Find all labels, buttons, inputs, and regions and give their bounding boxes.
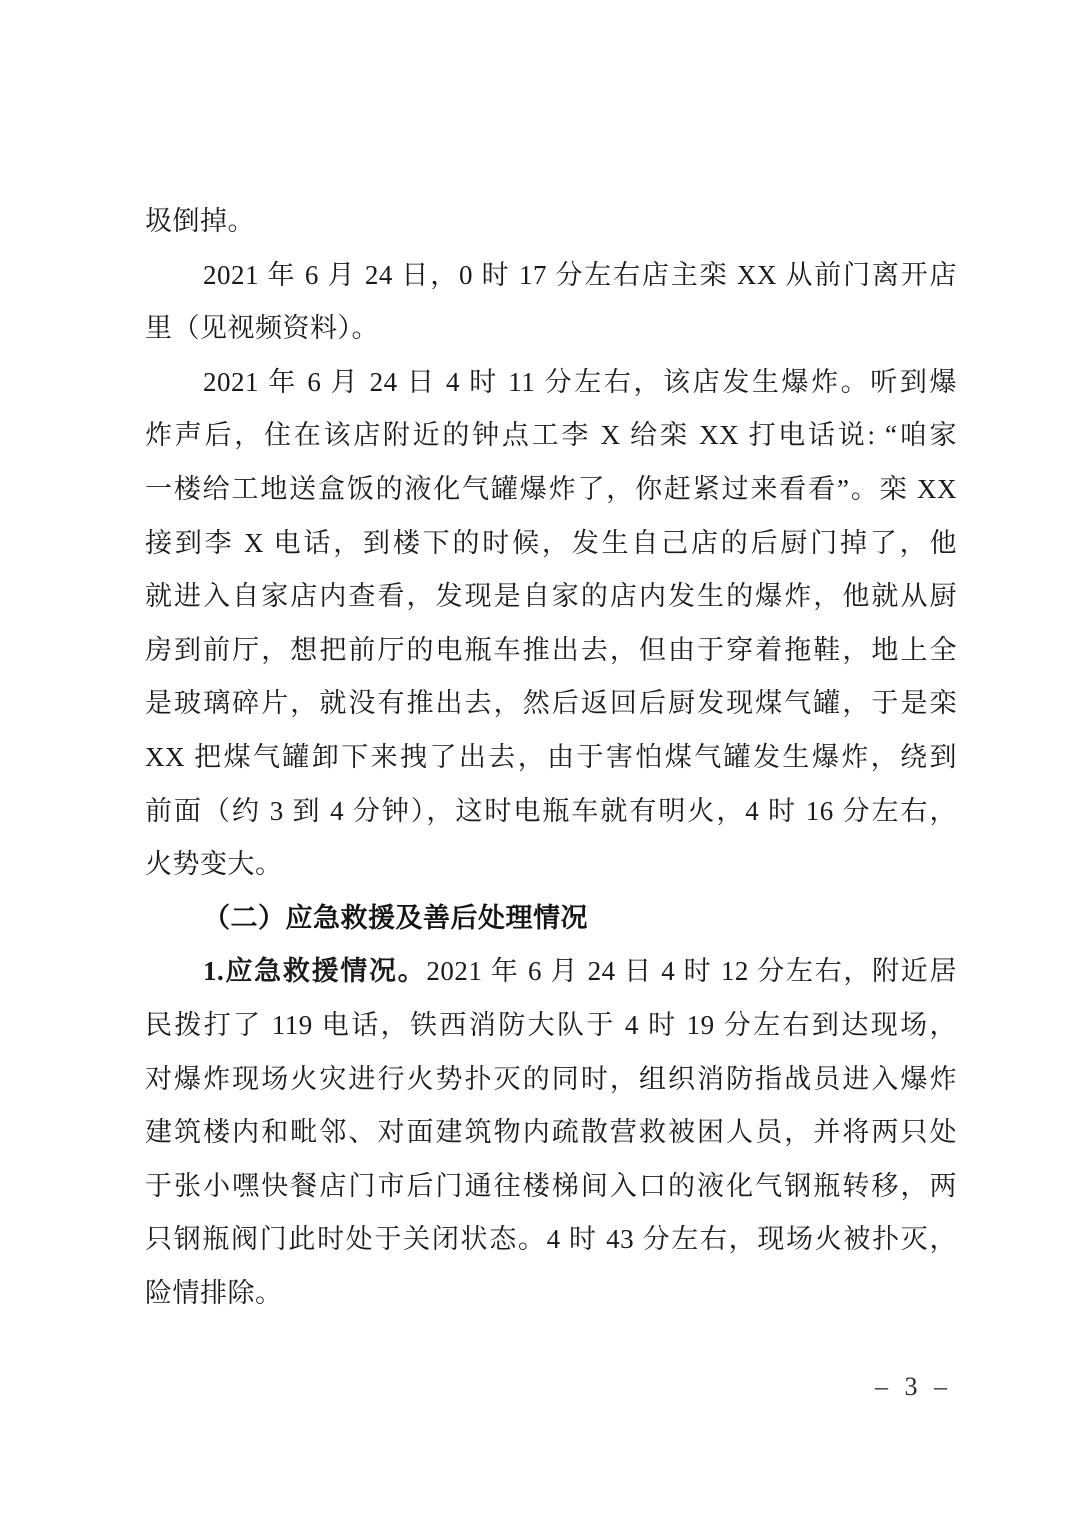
text-line: 险情排除。 <box>145 1277 283 1308</box>
text-line: 里（见视频资料）。 <box>145 313 379 344</box>
bold-text-run: 1.应急救援情况。 <box>203 956 427 987</box>
text-line: 火势变大。 <box>145 849 283 880</box>
text-line: 是玻璃碎片，就没有推出去，然后返回后厨发现煤气罐，于是栾 <box>145 688 957 719</box>
text-run: 2021 年 6 月 24 日 4 时 12 分左右，附近居 <box>426 956 957 987</box>
page-footer <box>875 1372 952 1412</box>
text-line: 于张小嘿快餐店门市后门通往楼梯间入口的液化气钢瓶转移，两 <box>145 1170 957 1201</box>
text-line: 一楼给工地送盒饭的液化气罐爆炸了，你赶紧过来看看”。栾 XX <box>145 473 957 504</box>
text-line: 对爆炸现场火灾进行火势扑灭的同时，组织消防指战员进入爆炸 <box>145 1063 957 1094</box>
text-line: 就进入自家店内查看，发现是自家的店内发生的爆炸，他就从厨 <box>145 581 957 612</box>
text-line: 前面（约 3 到 4 分钟），这时电瓶车就有明火，4 时 16 分左右， <box>145 795 957 826</box>
text-line: 圾倒掉。 <box>145 206 255 236</box>
document-body <box>145 195 957 1320</box>
text-line: 只钢瓶阀门此时处于关闭状态。4 时 43 分左右，现场火被扑灭， <box>145 1224 957 1255</box>
text-line: 2021 年 6 月 24 日 4 时 11 分左右，该店发生爆炸。听到爆 <box>203 366 957 397</box>
text-line: 建筑楼内和毗邻、对面建筑物内疏散营救被困人员，并将两只处 <box>145 1117 957 1148</box>
text-line: XX 把煤气罐卸下来拽了出去，由于害怕煤气罐发生爆炸，绕到 <box>145 741 957 772</box>
text-line: 炸声后，住在该店附近的钟点工李 X 给栾 XX 打电话说: “咱家 <box>145 420 957 451</box>
text-line: 2021 年 6 月 24 日，0 时 17 分左右店主栾 XX 从前门离开店 <box>203 259 957 290</box>
section-heading: （二）应急救援及善后处理情况 <box>203 902 588 933</box>
text-line: 民拨打了 119 电话，铁西消防大队于 4 时 19 分左右到达现场， <box>145 1009 957 1040</box>
text-line: 房到前厅，想把前厅的电瓶车推出去，但由于穿着拖鞋，地上全 <box>145 634 957 665</box>
text-line: 接到李 X 电话，到楼下的时候，发生自己店的后厨门掉了，他 <box>145 527 957 558</box>
text-line <box>145 945 957 999</box>
page-number: – 3 – <box>875 1372 952 1401</box>
